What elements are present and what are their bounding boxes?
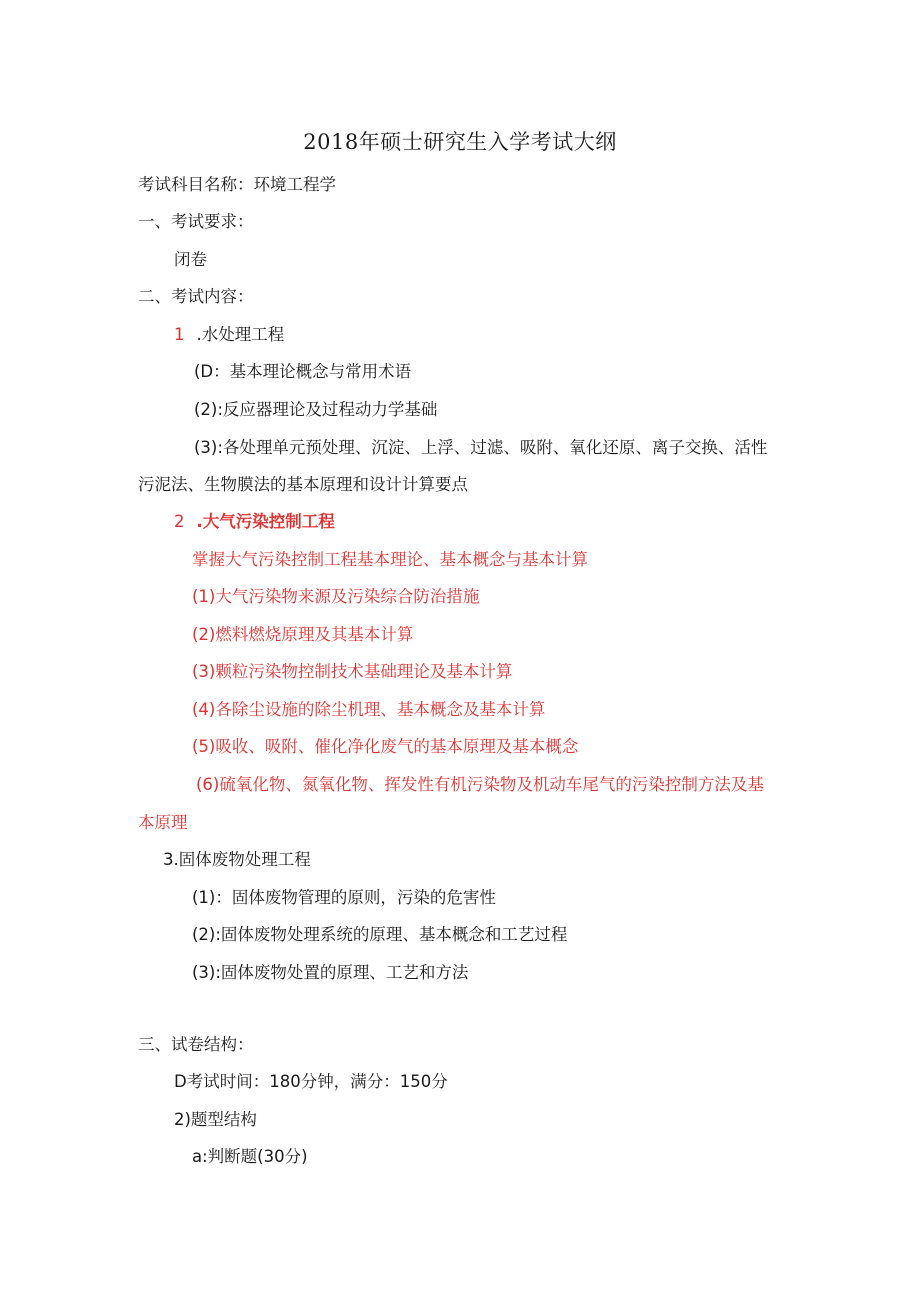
part2-item: (6)硫氧化物、氮氧化物、挥发性有机污染物及机动车尾气的污染控制方法及基 [196, 775, 764, 794]
section2-heading: 二、考试内容： [138, 287, 254, 306]
part1-item: (3):各处理单元预处理、沉淀、上浮、过滤、吸附、氧化还原、离子交换、活性 [194, 438, 768, 457]
part2-item: (3)颗粒污染物控制技术基础理论及基本计算 [192, 662, 513, 681]
part3-heading: 3.固体废物处理工程 [163, 850, 311, 869]
part2-number: 2 [174, 512, 185, 531]
part3-item: (3):固体废物处置的原理、工艺和方法 [192, 963, 469, 982]
part1-item-continued: 污泥法、生物膜法的基本原理和设计计算要点 [138, 475, 468, 494]
part1-item: (D：基本理论概念与常用术语 [194, 362, 412, 381]
part2-item-continued: 本原理 [138, 813, 188, 832]
part2-label: .大气污染控制工程 [196, 512, 335, 531]
part1-number: 1 [174, 325, 185, 344]
part1-heading [174, 324, 284, 346]
part2-item: (2)燃料燃烧原理及其基本计算 [192, 625, 414, 644]
part2-item: (5)吸收、吸附、催化净化废气的基本原理及基本概念 [192, 737, 579, 756]
part3-item: (1)：固体废物管理的原则，污染的危害性 [192, 888, 496, 907]
part2-intro: 掌握大气污染控制工程基本理论、基本概念与基本计算 [192, 550, 588, 569]
document-title: 2018年硕士研究生入学考试大纲 [303, 130, 617, 154]
part2-heading [174, 511, 335, 533]
section3-item: D考试时间：180分钟，满分：150分 [174, 1072, 448, 1091]
part2-item: (4)各除尘设施的除尘机理、基本概念及基本计算 [192, 700, 546, 719]
part3-item: (2):固体废物处理系统的原理、基本概念和工艺过程 [192, 925, 568, 944]
section1-body: 闭卷 [174, 250, 207, 269]
section1-heading: 一、考试要求： [138, 212, 254, 231]
part2-item: (1)大气污染物来源及污染综合防治措施 [192, 587, 480, 606]
section3-item: a:判断题(30分) [192, 1147, 308, 1166]
part1-item: (2):反应器理论及过程动力学基础 [194, 400, 438, 419]
subject-line: 考试科目名称：环境工程学 [138, 175, 336, 194]
part1-label: .水处理工程 [196, 325, 285, 344]
section3-heading: 三、试卷结构： [138, 1035, 254, 1054]
section3-item: 2)题型结构 [174, 1110, 257, 1129]
